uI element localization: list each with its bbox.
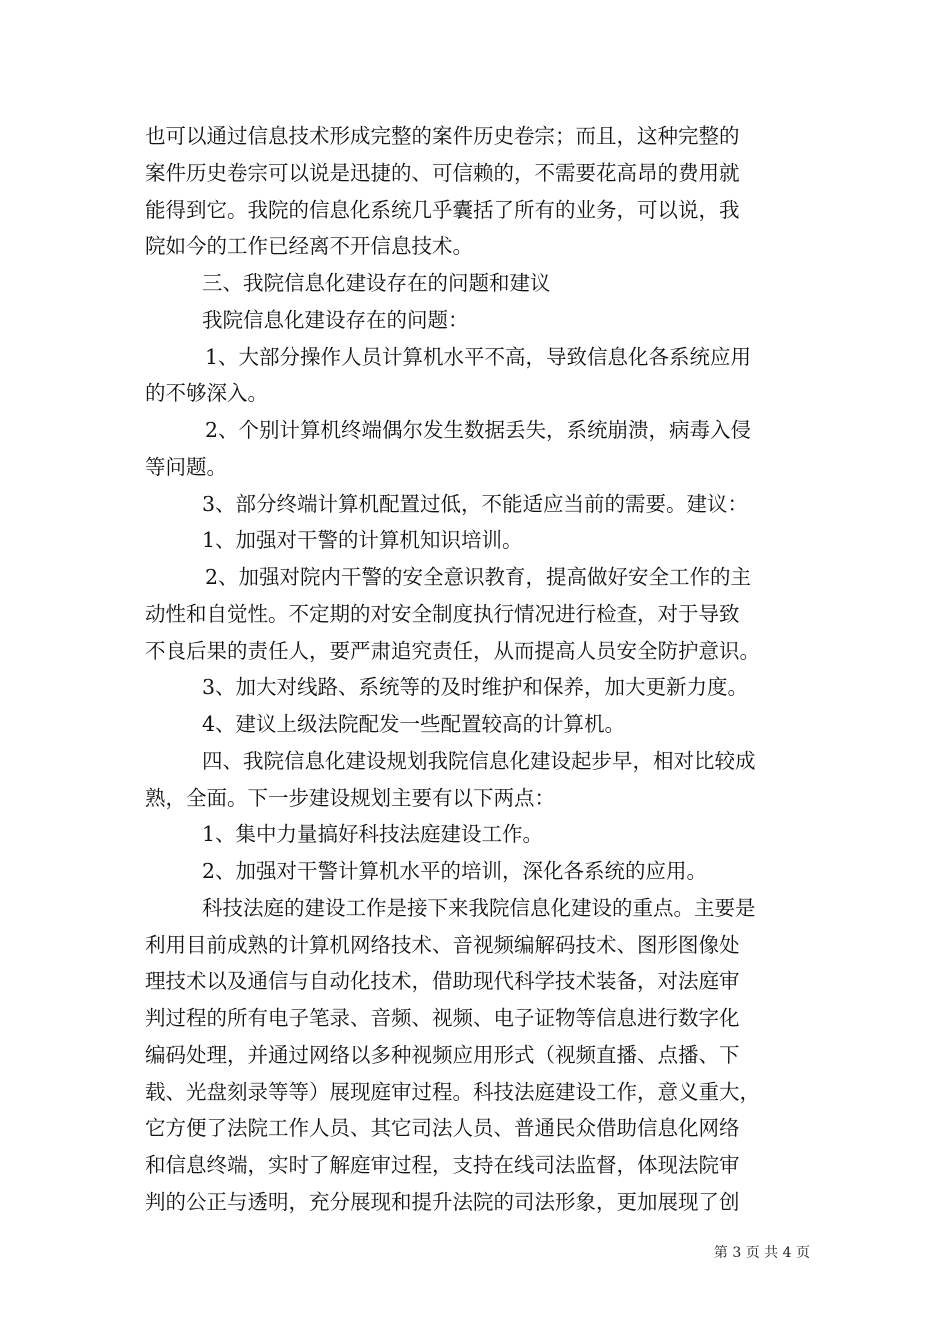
body-text: [145, 118, 810, 1221]
text-line: 1、加强对干警的计算机知识培训。: [202, 528, 523, 553]
text-line: 熟，全面。下一步建设规划主要有以下两点：: [145, 785, 555, 810]
text-line: 1、集中力量搞好科技法庭建设工作。: [202, 822, 544, 847]
text-line: 利用目前成熟的计算机网络技术、音视频编解码技术、图形图像处: [145, 932, 740, 957]
text-line: 案件历史卷宗可以说是迅捷的、可信赖的，不需要花高昂的费用就: [145, 160, 740, 185]
text-line: 也可以通过信息技术形成完整的案件历史卷宗；而且，这种完整的: [145, 124, 740, 148]
text-line: 不良后果的责任人，要严肃追究责任，从而提高人员安全防护意识。: [145, 638, 760, 663]
text-line: 能得到它。我院的信息化系统几乎囊括了所有的业务，可以说，我: [145, 197, 740, 222]
text-line: 1、大部分操作人员计算机水平不高，导致信息化各系统应用: [205, 344, 752, 369]
text-line: 等问题。: [145, 454, 227, 479]
text-line: 它方便了法院工作人员、其它司法人员、普通民众借助信息化网络: [145, 1116, 740, 1141]
text-line: 院如今的工作已经离不开信息技术。: [145, 234, 473, 259]
text-line: 判过程的所有电子笔录、音频、视频、电子证物等信息进行数字化: [145, 1006, 740, 1030]
text-line: 和信息终端，实时了解庭审过程，支持在线司法监督，体现法院审: [145, 1153, 740, 1177]
text-line: 3、加大对线路、系统等的及时维护和保养，加大更新力度。: [202, 675, 749, 700]
text-line: 的不够深入。: [145, 381, 268, 406]
text-line: 三、我院信息化建设存在的问题和建议: [202, 271, 551, 295]
text-line: 判的公正与透明，充分展现和提升法院的司法形象，更加展现了创: [145, 1189, 740, 1214]
text-line: 4、建议上级法院配发一些配置较高的计算机。: [202, 712, 626, 736]
text-line: 编码处理，并通过网络以多种视频应用形式（视频直播、点播、下: [145, 1042, 740, 1067]
text-line: 2、个别计算机终端偶尔发生数据丢失，系统崩溃，病毒入侵: [205, 418, 752, 442]
text-line: 2、加强对院内干警的安全意识教育，提高做好安全工作的主: [205, 565, 752, 589]
text-line: 动性和自觉性。不定期的对安全制度执行情况进行检查，对于导致: [145, 601, 740, 626]
text-line: 2、加强对干警计算机水平的培训，深化各系统的应用。: [202, 859, 708, 883]
page-number: 第 3 页 共 4 页: [713, 1245, 810, 1261]
text-line: 科技法庭的建设工作是接下来我院信息化建设的重点。主要是: [202, 895, 756, 920]
text-line: 载、光盘刻录等等）展现庭审过程。科技法庭建设工作，意义重大，: [145, 1079, 760, 1104]
text-line: 我院信息化建设存在的问题：: [202, 307, 469, 332]
text-line: 3、部分终端计算机配置过低，不能适应当前的需要。建议：: [202, 491, 749, 516]
text-line: 四、我院信息化建设规划我院信息化建设起步早，相对比较成: [202, 748, 756, 773]
text-line: 理技术以及通信与自动化技术，借助现代科学技术装备，对法庭审: [145, 969, 740, 994]
